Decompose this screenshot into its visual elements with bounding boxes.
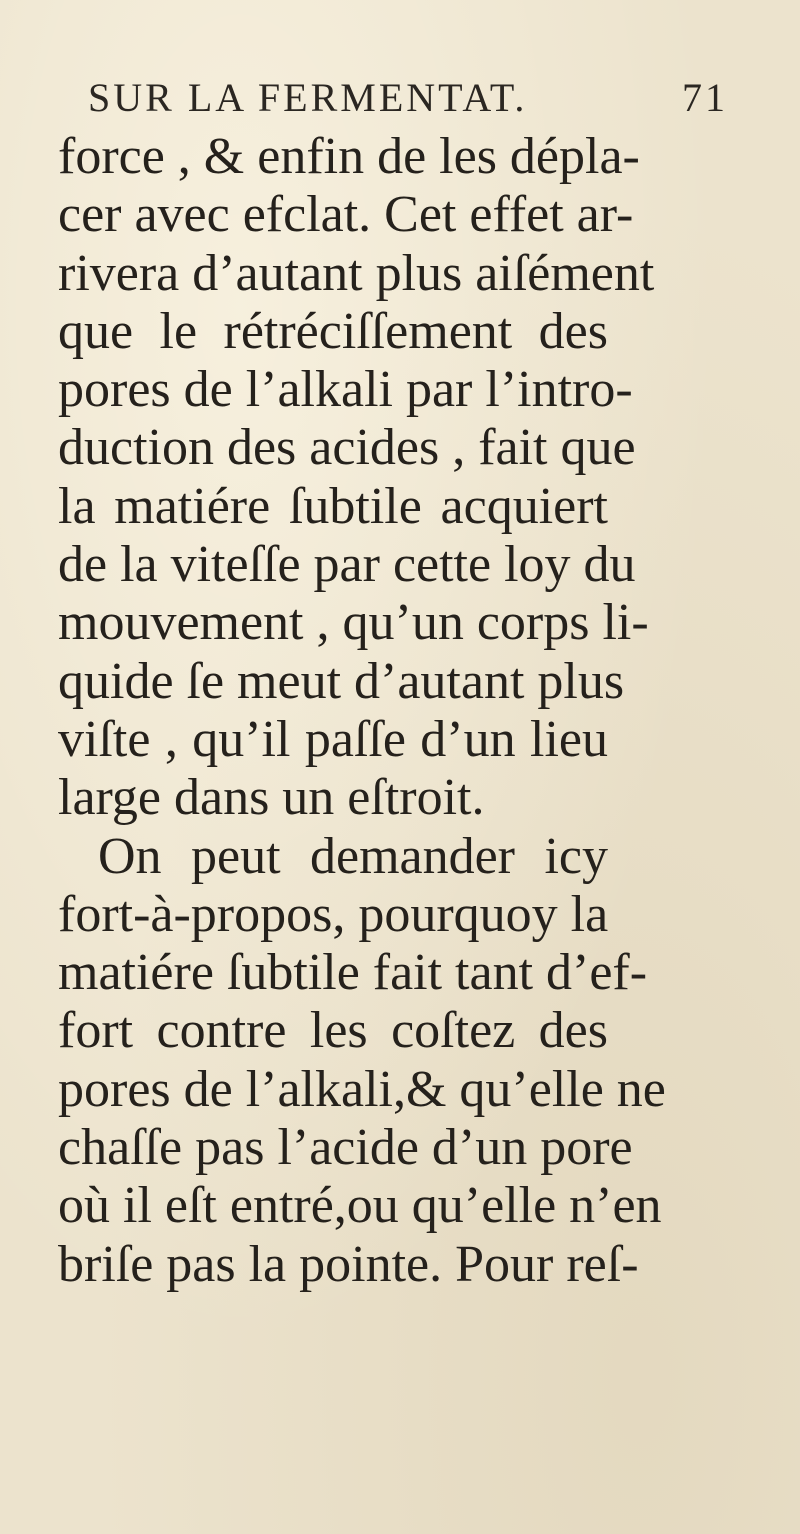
text-line: fort-à-propos, pourquoy la <box>58 885 609 943</box>
text-line: chaſſe pas l’acide d’un pore <box>58 1119 633 1177</box>
text-line: viſte , qu’il paſſe d’un lieu <box>58 710 608 768</box>
text-line: pores de l’alkali par l’intro- <box>58 361 633 419</box>
running-title: SUR LA FERMENTAT. <box>88 75 528 120</box>
text-line: que le rétréciſſement des <box>58 302 608 360</box>
text-line: duction des acides , fait que <box>58 419 636 477</box>
body-text <box>58 128 666 1294</box>
text-line: briſe pas la pointe. Pour reſ- <box>58 1235 639 1293</box>
text-line: mouvement , qu’un corps li- <box>58 594 649 652</box>
text-line: matiére ſubtile fait tant d’ef- <box>58 944 648 1002</box>
running-head <box>88 74 728 128</box>
paragraph-end-line: large dans un eſtroit. <box>58 769 485 827</box>
text-line: pores de l’alkali,& qu’elle ne <box>58 1060 666 1118</box>
text-line: cer avec efclat. Cet effet ar- <box>58 186 634 244</box>
paragraph-start-line: On peut demander icy <box>98 827 608 885</box>
text-line: de la viteſſe par cette loy du <box>58 536 636 594</box>
text-line: où il eſt entré,ou qu’elle n’en <box>58 1177 662 1235</box>
text-line: quide ſe meut d’autant plus <box>58 652 625 710</box>
text-line: fort contre les coſtez des <box>58 1002 608 1060</box>
text-line: force , & enfin de les dépla- <box>58 128 640 185</box>
text-line: rivera d’autant plus aiſément <box>58 244 655 302</box>
page-number: 71 <box>682 75 728 120</box>
text-line: la matiére ſubtile acquiert <box>58 477 608 535</box>
